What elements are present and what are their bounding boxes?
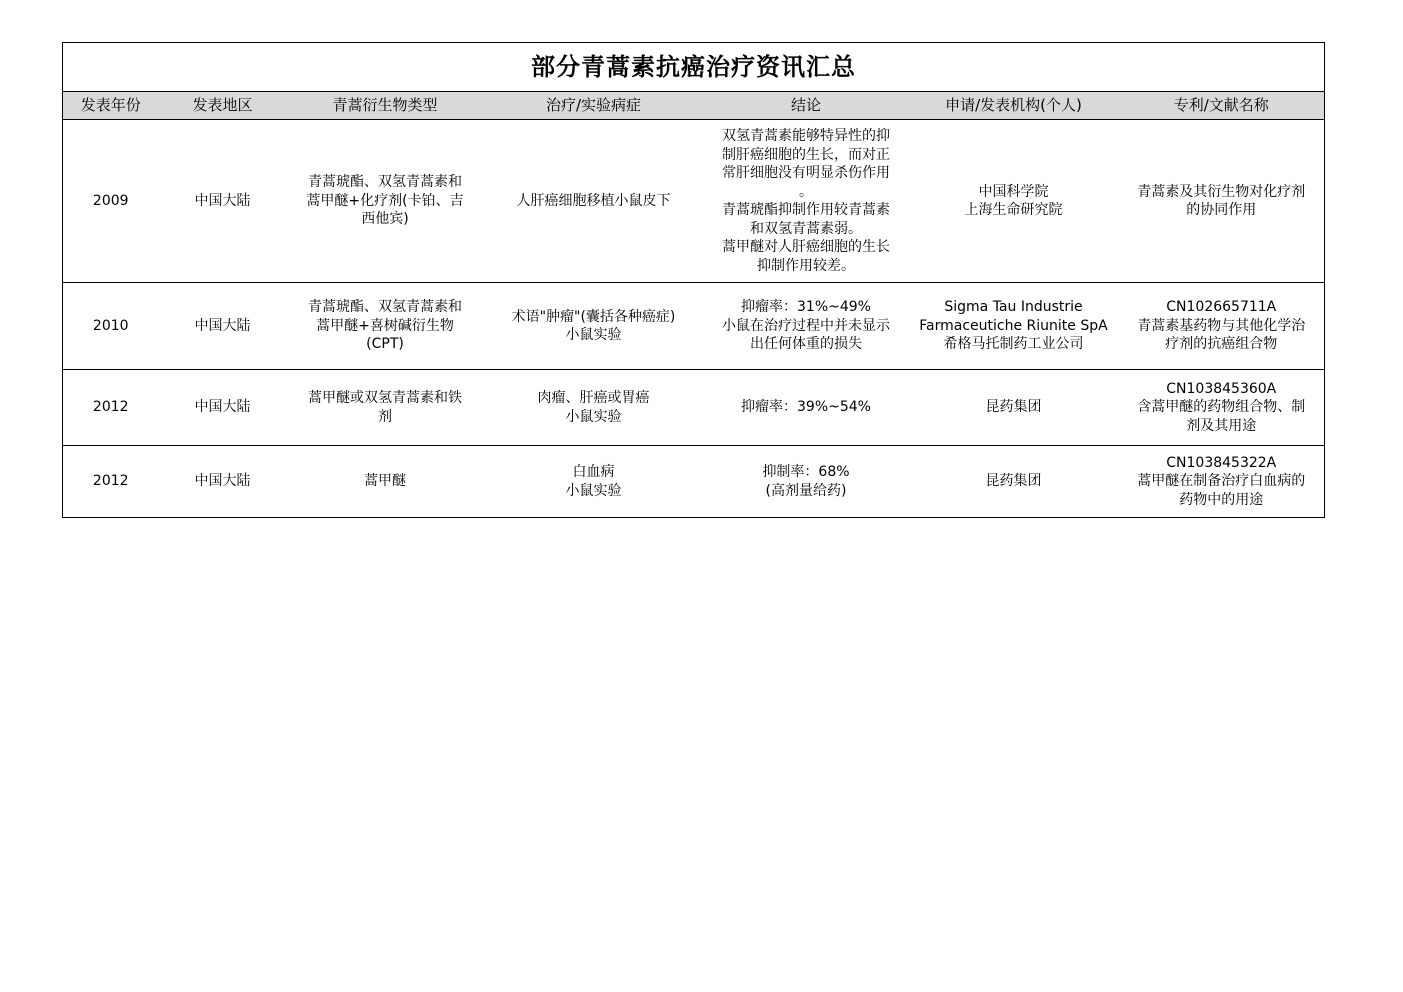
header-year: 发表年份 [63,92,159,120]
cell-condition: 术语"肿瘤"(囊括各种癌症) 小鼠实验 [484,283,704,370]
cell-conclusion: 双氢青蒿素能够特异性的抑 制肝癌细胞的生长，而对正 常肝细胞没有明显杀伤作用 。 青蒿琥酯抑制作用较青蒿素 和双氢青蒿素弱。 蒿甲醚对人肝癌细胞的生长 抑制作用较差。 [704,120,909,283]
cell-region: 中国大陆 [159,370,287,446]
table-row [63,370,1325,446]
header-region: 发表地区 [159,92,287,120]
cell-condition: 人肝癌细胞移植小鼠皮下 [484,120,704,283]
cell-derivative: 蒿甲醚或双氢青蒿素和铁 剂 [287,370,484,446]
cell-condition: 肉瘤、肝癌或胃癌 小鼠实验 [484,370,704,446]
cell-derivative: 青蒿琥酯、双氢青蒿素和 蒿甲醚+喜树碱衍生物 (CPT) [287,283,484,370]
cell-conclusion: 抑制率：68% (高剂量给药) [704,446,909,518]
cell-conclusion: 抑瘤率：31%~49% 小鼠在治疗过程中并未显示 出任何体重的损失 [704,283,909,370]
cell-institution: 昆药集团 [909,446,1119,518]
table-row [63,120,1325,283]
cell-derivative: 青蒿琥酯、双氢青蒿素和 蒿甲醚+化疗剂(卡铂、吉 西他宾) [287,120,484,283]
table-row [63,446,1325,518]
cell-patent: CN103845360A 含蒿甲醚的药物组合物、制 剂及其用途 [1119,370,1325,446]
cell-region: 中国大陆 [159,120,287,283]
table-row [63,283,1325,370]
cell-derivative: 蒿甲醚 [287,446,484,518]
cell-year: 2012 [63,446,159,518]
header-derivative: 青蒿衍生物类型 [287,92,484,120]
table-title: 部分青蒿素抗癌治疗资讯汇总 [63,43,1325,92]
cell-institution: Sigma Tau Industrie Farmaceutiche Riunite SpA 希格马托制药工业公司 [909,283,1119,370]
header-row [63,92,1325,120]
cell-conclusion: 抑瘤率：39%~54% [704,370,909,446]
header-patent: 专利/文献名称 [1119,92,1325,120]
cell-patent: 青蒿素及其衍生物对化疗剂 的协同作用 [1119,120,1325,283]
summary-table [62,42,1325,518]
cell-institution: 昆药集团 [909,370,1119,446]
header-institution: 申请/发表机构(个人) [909,92,1119,120]
cell-region: 中国大陆 [159,446,287,518]
cell-condition: 白血病 小鼠实验 [484,446,704,518]
cell-institution: 中国科学院 上海生命研究院 [909,120,1119,283]
header-conclusion: 结论 [704,92,909,120]
cell-region: 中国大陆 [159,283,287,370]
cell-year: 2009 [63,120,159,283]
cell-patent: CN102665711A 青蒿素基药物与其他化学治 疗剂的抗癌组合物 [1119,283,1325,370]
header-condition: 治疗/实验病症 [484,92,704,120]
cell-year: 2012 [63,370,159,446]
cell-year: 2010 [63,283,159,370]
cell-patent: CN103845322A 蒿甲醚在制备治疗白血病的 药物中的用途 [1119,446,1325,518]
